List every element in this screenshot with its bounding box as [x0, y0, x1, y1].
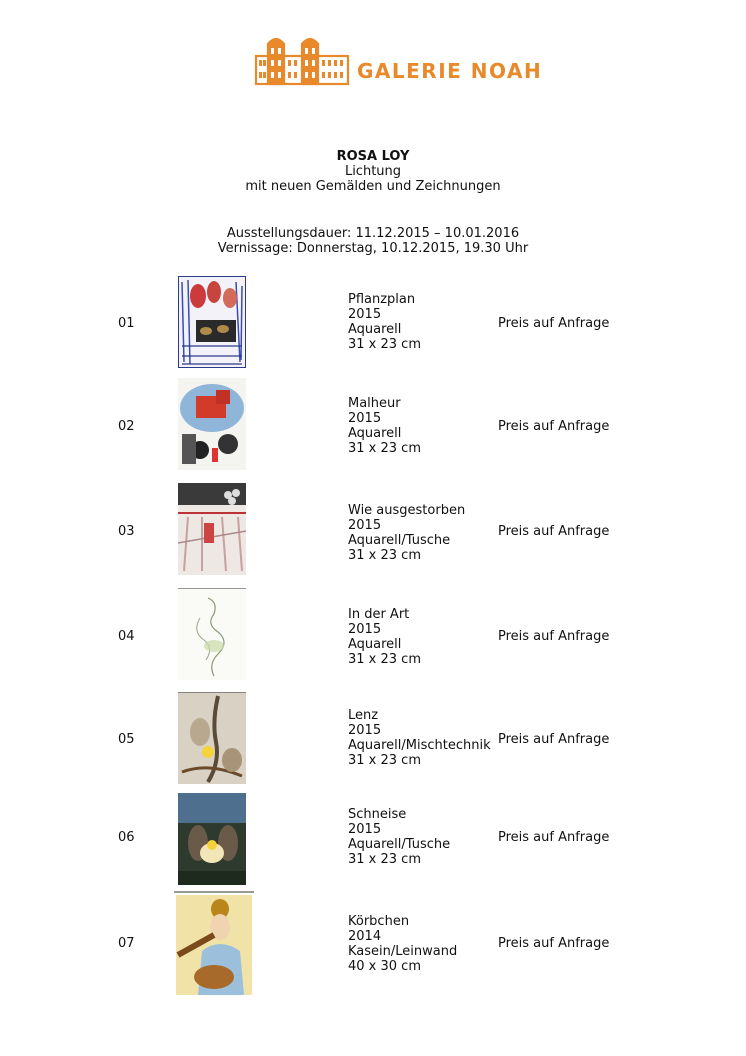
- work-info: [348, 396, 421, 456]
- work-row: [0, 378, 746, 478]
- artwork-thumbnail: [178, 378, 246, 470]
- work-price: Preis auf Anfrage: [498, 316, 610, 331]
- work-info: [348, 914, 457, 974]
- work-title: Wie ausgestorben: [348, 503, 466, 518]
- work-price: Preis auf Anfrage: [498, 419, 610, 434]
- work-row: [0, 588, 746, 688]
- work-title: Pflanzplan: [348, 292, 416, 307]
- work-price: Preis auf Anfrage: [498, 524, 610, 539]
- artwork-thumbnail: [178, 692, 246, 784]
- work-title: In der Art: [348, 607, 410, 622]
- work-price: Preis auf Anfrage: [498, 732, 610, 747]
- work-size: 31 x 23 cm: [348, 337, 421, 352]
- work-number: 01: [118, 316, 135, 331]
- work-price: Preis auf Anfrage: [498, 629, 610, 644]
- work-year: 2015: [348, 411, 382, 426]
- work-number: 07: [118, 936, 135, 951]
- work-year: 2015: [348, 307, 382, 322]
- artwork-thumbnail: [178, 276, 246, 368]
- work-row: [0, 793, 746, 893]
- work-title: Schneise: [348, 807, 407, 822]
- work-size: 31 x 23 cm: [348, 441, 421, 456]
- work-info: [348, 607, 421, 667]
- work-medium: Aquarell: [348, 322, 402, 337]
- work-year: 2015: [348, 518, 382, 533]
- gallery-logo: [254, 34, 544, 88]
- exhibition-dates: Ausstellungsdauer: 11.12.2015 – 10.01.2016: [226, 226, 520, 241]
- work-year: 2015: [348, 622, 382, 637]
- work-info: [348, 807, 450, 867]
- work-medium: Aquarell: [348, 637, 402, 652]
- artwork-thumbnail: [178, 793, 246, 885]
- exhibition-title: Lichtung: [344, 164, 402, 179]
- building-logo-icon: [254, 34, 350, 86]
- exhibition-subtitle: mit neuen Gemälden und Zeichnungen: [245, 179, 501, 194]
- work-medium: Aquarell/Mischtechnik: [348, 738, 491, 753]
- work-medium: Kasein/Leinwand: [348, 944, 458, 959]
- work-row: [0, 276, 746, 376]
- work-size: 31 x 23 cm: [348, 753, 421, 768]
- work-medium: Aquarell: [348, 426, 402, 441]
- work-number: 02: [118, 419, 135, 434]
- work-size: 31 x 23 cm: [348, 548, 421, 563]
- work-number: 05: [118, 732, 135, 747]
- work-year: 2015: [348, 723, 382, 738]
- work-row: [0, 692, 746, 792]
- work-title: Malheur: [348, 396, 401, 411]
- artwork-thumbnail: [174, 891, 254, 997]
- work-price: Preis auf Anfrage: [498, 936, 610, 951]
- work-info: [348, 708, 491, 768]
- work-size: 31 x 23 cm: [348, 652, 421, 667]
- work-row: [0, 483, 746, 583]
- work-price: Preis auf Anfrage: [498, 830, 610, 845]
- work-title: Lenz: [348, 708, 379, 723]
- gallery-logo-text: GALERIE NOAH: [357, 59, 543, 83]
- work-row: [0, 891, 746, 991]
- work-info: [348, 292, 421, 352]
- work-title: Körbchen: [348, 914, 410, 929]
- work-year: 2015: [348, 822, 382, 837]
- work-medium: Aquarell/Tusche: [348, 533, 451, 548]
- work-number: 03: [118, 524, 135, 539]
- work-size: 31 x 23 cm: [348, 852, 421, 867]
- work-number: 06: [118, 830, 135, 845]
- work-number: 04: [118, 629, 135, 644]
- work-medium: Aquarell/Tusche: [348, 837, 451, 852]
- vernissage-info: Vernissage: Donnerstag, 10.12.2015, 19.30 Uhr: [217, 241, 529, 256]
- work-size: 40 x 30 cm: [348, 959, 421, 974]
- artwork-thumbnail: [178, 588, 246, 680]
- work-info: [348, 503, 465, 563]
- artist-name: ROSA LOY: [336, 149, 410, 164]
- artwork-thumbnail: [178, 483, 246, 575]
- work-year: 2014: [348, 929, 382, 944]
